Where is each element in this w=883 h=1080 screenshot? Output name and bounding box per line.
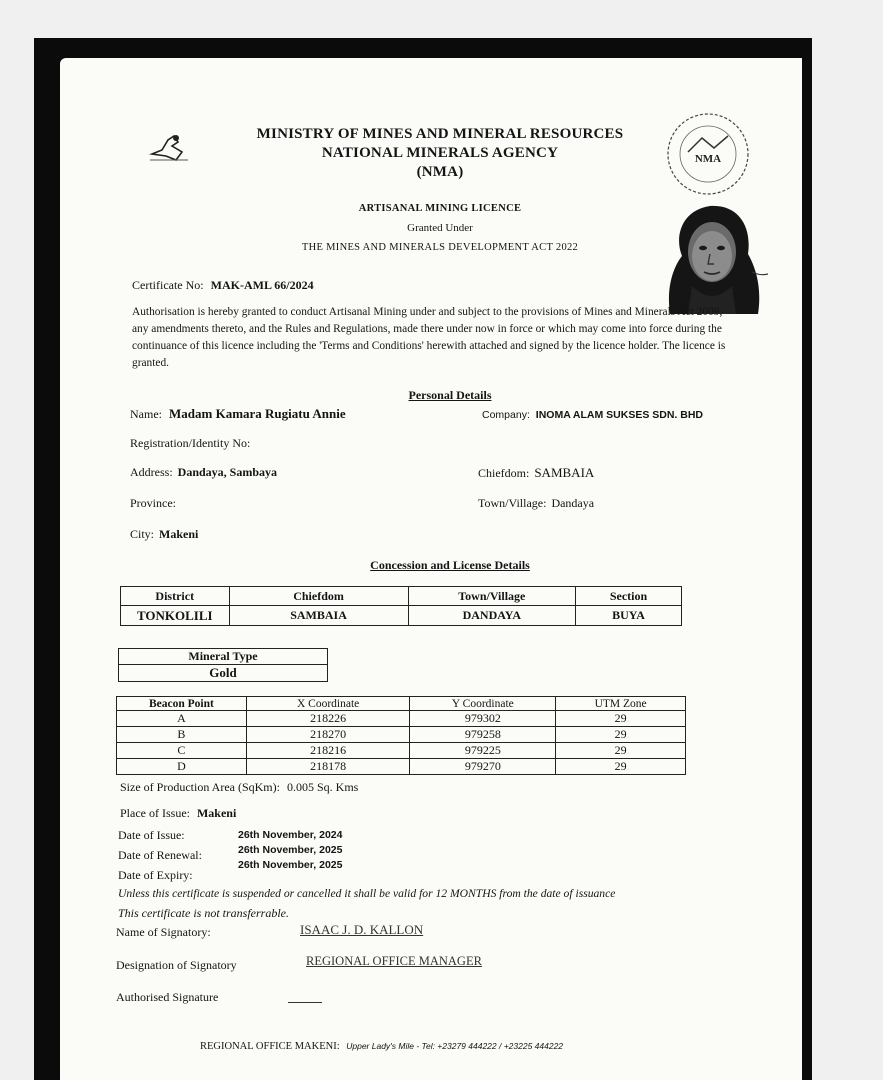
transfer-note: This certificate is not transferrable.	[118, 906, 289, 920]
registration-label: Registration/Identity No:	[130, 436, 251, 450]
name-label: Name:	[130, 407, 162, 421]
beacon-utm-a: 29	[556, 711, 686, 727]
place-of-issue-field	[120, 806, 236, 821]
city-field	[130, 527, 198, 542]
beacon-point-c: C	[117, 743, 247, 759]
scanned-document	[34, 38, 812, 1080]
address-value: Dandaya, Sambaya	[177, 465, 278, 479]
licence-paper	[60, 58, 802, 1080]
beacon-point-d: D	[117, 759, 247, 775]
signature-line	[288, 1002, 322, 1003]
certificate-label: Certificate No:	[132, 278, 204, 292]
beacon-header-row	[117, 697, 686, 711]
concession-value-row	[121, 606, 682, 626]
ministry-title: MINISTRY OF MINES AND MINERAL RESOURCES	[256, 126, 624, 142]
beacon-utm-b: 29	[556, 727, 686, 743]
table-row	[117, 743, 686, 759]
beacon-x-c: 218216	[246, 743, 410, 759]
beacon-header-y: Y Coordinate	[410, 697, 556, 711]
issue-date-label: Date of Issue:	[118, 828, 185, 842]
certificate-value: MAK-AML 66/2024	[210, 278, 314, 292]
place-of-issue-value: Makeni	[196, 806, 237, 820]
authorisation-paragraph: Authorisation is hereby granted to conduct Artisanal Mining under and subject to the provisions of Mines and Minerals Act 2009, any amendments thereto, and the Rules and Regulations, made there under now in force or which may come into force during the continuance of this licence including the 'Terms and Conditions' herewith attached and signed by the licence holder. The licence is granted.	[132, 306, 726, 369]
personal-details-heading: Personal Details	[408, 388, 492, 402]
beacon-y-b: 979258	[410, 727, 556, 743]
beacon-point-b: B	[117, 727, 247, 743]
beacon-y-a: 979302	[410, 711, 556, 727]
certificate-number	[132, 278, 314, 293]
issue-date-value: 26th November, 2024	[238, 829, 343, 841]
city-label: City:	[130, 527, 155, 541]
name-field	[130, 406, 346, 422]
table-row	[117, 759, 686, 775]
name-value: Madam Kamara Rugiatu Annie	[169, 406, 346, 421]
beacon-header-point: Beacon Point	[117, 697, 247, 711]
holder-photo	[652, 196, 772, 314]
province-label: Province:	[130, 496, 176, 510]
regional-office-address: Upper Lady's Mile - Tel: +23279 444222 / +23225 444222	[346, 1041, 564, 1051]
signatory-name-value: ISAAC J. D. KALLON	[300, 922, 424, 937]
place-of-issue-label: Place of Issue:	[120, 806, 190, 820]
concession-header-town: Town/Village	[408, 587, 575, 606]
concession-heading: Concession and License Details	[370, 558, 530, 572]
authorised-signature-label: Authorised Signature	[116, 990, 219, 1004]
beacon-x-b: 218270	[246, 727, 410, 743]
granted-under: Granted Under	[407, 222, 473, 234]
expiry-date-label: Date of Expiry:	[118, 868, 193, 882]
concession-town-value: DANDAYA	[408, 606, 575, 626]
production-area-label: Size of Production Area (SqKm):	[120, 780, 280, 794]
production-area-field	[120, 780, 358, 795]
nma-seal	[662, 108, 754, 200]
beacon-x-a: 218226	[246, 711, 410, 727]
table-row	[117, 727, 686, 743]
beacon-header-utm: UTM Zone	[556, 697, 686, 711]
concession-header-section: Section	[576, 587, 682, 606]
beacon-table	[116, 696, 686, 775]
expiry-date-value: 26th November, 2025	[238, 859, 343, 871]
concession-chiefdom-value: SAMBAIA	[229, 606, 408, 626]
agency-title: NATIONAL MINERALS AGENCY	[321, 145, 559, 161]
regional-office-line	[200, 1041, 563, 1052]
beacon-point-a: A	[117, 711, 247, 727]
beacon-y-d: 979270	[410, 759, 556, 775]
regional-office-label: REGIONAL OFFICE MAKENI:	[200, 1041, 340, 1052]
company-label: Company:	[482, 409, 530, 421]
beacon-y-c: 979225	[410, 743, 556, 759]
mineral-type-header: Mineral Type	[119, 649, 328, 665]
ministry-logo	[148, 130, 192, 166]
town-value: Dandaya	[551, 496, 595, 510]
beacon-header-x: X Coordinate	[246, 697, 410, 711]
validity-note: Unless this certificate is suspended or cancelled it shall be valid for 12 MONTHS from the date of issuance	[118, 887, 616, 900]
renewal-date-label: Date of Renewal:	[118, 848, 202, 862]
designation-value: REGIONAL OFFICE MANAGER	[306, 954, 482, 968]
chiefdom-label: Chiefdom:	[478, 466, 530, 480]
company-field	[482, 409, 703, 421]
agency-abbreviation: (NMA)	[416, 164, 464, 180]
mineral-type-value: Gold	[119, 665, 328, 682]
beacon-x-d: 218178	[246, 759, 410, 775]
chiefdom-field	[478, 465, 594, 481]
chiefdom-value: SAMBAIA	[534, 465, 595, 480]
town-label: Town/Village:	[478, 496, 547, 510]
concession-header-row	[121, 587, 682, 606]
act-name: THE MINES AND MINERALS DEVELOPMENT ACT 2022	[301, 242, 579, 253]
beacon-utm-d: 29	[556, 759, 686, 775]
concession-header-district: District	[121, 587, 230, 606]
mineral-type-table	[118, 648, 328, 682]
address-field	[130, 465, 277, 480]
concession-header-chiefdom: Chiefdom	[229, 587, 408, 606]
town-field	[478, 496, 594, 511]
seal-text: NMA	[694, 153, 722, 165]
beacon-utm-c: 29	[556, 743, 686, 759]
concession-table	[120, 586, 682, 626]
table-row	[117, 711, 686, 727]
production-area-value: 0.005 Sq. Kms	[286, 780, 359, 794]
signatory-name-label: Name of Signatory:	[116, 925, 211, 939]
licence-title: ARTISANAL MINING LICENCE	[358, 203, 522, 214]
concession-district-value: TONKOLILI	[121, 606, 230, 626]
company-value: INOMA ALAM SUKSES SDN. BHD	[535, 409, 704, 421]
concession-section-value: BUYA	[576, 606, 682, 626]
renewal-date-value: 26th November, 2025	[238, 844, 343, 856]
designation-label: Designation of Signatory	[116, 958, 237, 972]
city-value: Makeni	[159, 527, 199, 541]
address-label: Address:	[130, 465, 173, 479]
